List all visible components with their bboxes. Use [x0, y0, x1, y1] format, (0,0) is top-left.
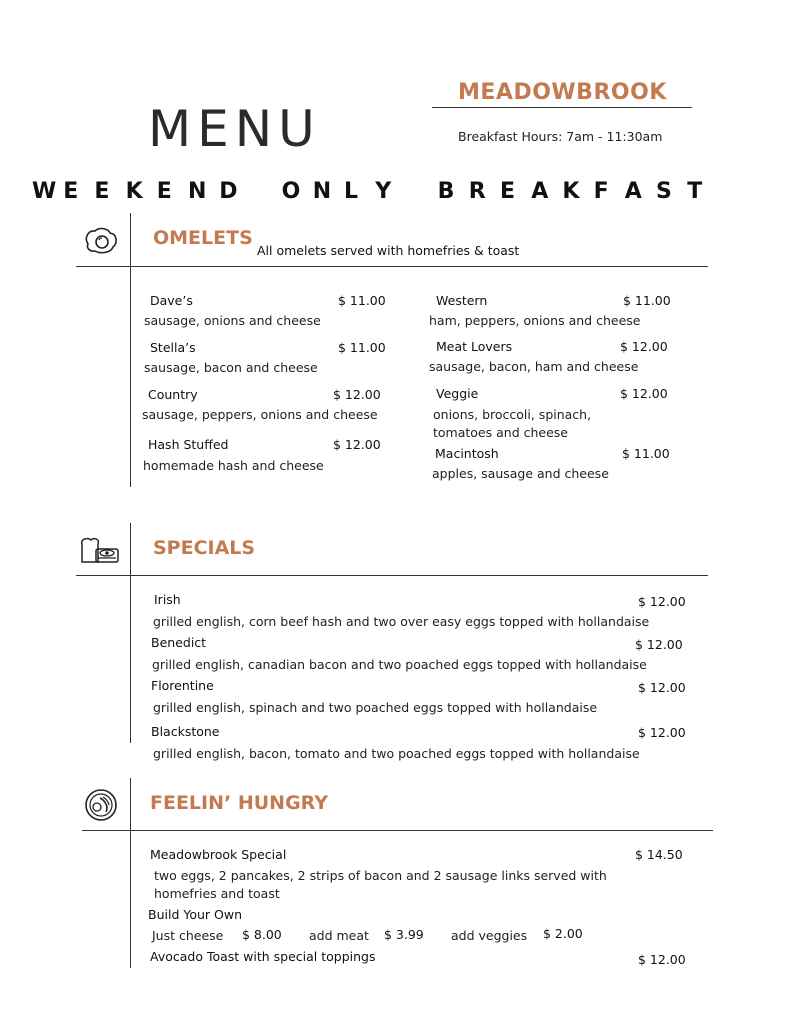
omelets-vertical-rule [130, 213, 131, 487]
menu-item-desc: sausage, onions and cheese [144, 313, 321, 328]
fried-egg-icon [82, 226, 120, 256]
toast-and-egg-icon [78, 536, 122, 568]
menu-item-desc-line2: tomatoes and cheese [433, 425, 568, 440]
menu-item-desc: onions, broccoli, spinach, [433, 407, 592, 422]
menu-item-price: $ 11.00 [623, 293, 671, 308]
menu-item-desc: homemade hash and cheese [143, 458, 324, 473]
menu-item-name: Western [436, 293, 488, 308]
menu-item-name: Veggie [436, 386, 479, 401]
add-meat-label: add meat [309, 928, 369, 943]
specials-horizontal-rule [76, 575, 708, 576]
special-item-price: $ 12.00 [638, 680, 686, 695]
brand-underline [432, 107, 692, 108]
menu-item-desc: sausage, bacon and cheese [144, 360, 318, 375]
menu-item-desc: apples, sausage and cheese [432, 466, 609, 481]
menu-item-name: Meat Lovers [436, 339, 513, 354]
specials-title: SPECIALS [153, 537, 256, 559]
special-item-desc: grilled english, bacon, tomato and two poached eggs topped with hollandaise [153, 746, 640, 761]
just-cheese-label: Just cheese [152, 928, 224, 943]
menu-item-price: $ 11.00 [622, 446, 670, 461]
special-item-desc: grilled english, canadian bacon and two poached eggs topped with hollandaise [152, 657, 647, 672]
omelets-horizontal-rule [76, 266, 708, 267]
hungry-horizontal-rule [82, 830, 713, 831]
special-item-price: $ 12.00 [635, 637, 683, 652]
menu-item-desc: sausage, peppers, onions and cheese [142, 407, 378, 422]
menu-item-name: Country [148, 387, 198, 402]
avocado-toast-name: Avocado Toast with special toppings [150, 949, 376, 964]
omelets-note: All omelets served with homefries & toast [257, 243, 520, 258]
menu-item-name: Macintosh [435, 446, 499, 461]
menu-item-price: $ 12.00 [620, 386, 668, 401]
meadowbrook-special-desc-line2: homefries and toast [154, 886, 280, 901]
menu-item-desc: sausage, bacon, ham and cheese [429, 359, 639, 374]
menu-item-price: $ 11.00 [338, 340, 386, 355]
menu-item-price: $ 11.00 [338, 293, 386, 308]
weekend-only-heading: W E E K E N D O N L Y B R E A K F A S T [32, 179, 703, 204]
add-veggies-label: add veggies [451, 928, 528, 943]
special-item-name: Irish [154, 592, 181, 607]
build-your-own-name: Build Your Own [148, 907, 242, 922]
breakfast-plate-icon [84, 788, 118, 822]
breakfast-hours: Breakfast Hours: 7am - 11:30am [458, 129, 663, 144]
special-item-price: $ 12.00 [638, 594, 686, 609]
menu-item-price: $ 12.00 [333, 437, 381, 452]
meadowbrook-special-desc: two eggs, 2 pancakes, 2 strips of bacon and 2 sausage links served with [154, 868, 607, 883]
brand-name: MEADOWBROOK [458, 80, 667, 105]
menu-item-name: Hash Stuffed [148, 437, 229, 452]
meadowbrook-special-price: $ 14.50 [635, 847, 683, 862]
hungry-title: FEELIN’ HUNGRY [150, 792, 329, 814]
just-cheese-price: $ 8.00 [242, 927, 282, 942]
meadowbrook-special-name: Meadowbrook Special [150, 847, 287, 862]
menu-title: MENU [148, 100, 321, 158]
omelets-title: OMELETS [153, 227, 253, 249]
menu-item-name: Stella’s [150, 340, 196, 355]
menu-item-price: $ 12.00 [333, 387, 381, 402]
specials-vertical-rule [130, 523, 131, 743]
special-item-desc: grilled english, corn beef hash and two over easy eggs topped with hollandaise [153, 614, 650, 629]
menu-item-name: Dave’s [150, 293, 193, 308]
menu-item-desc: ham, peppers, onions and cheese [429, 313, 641, 328]
avocado-toast-price: $ 12.00 [638, 952, 686, 967]
add-veggies-price: $ 2.00 [543, 926, 583, 941]
hungry-vertical-rule [130, 778, 131, 968]
special-item-name: Blackstone [151, 724, 220, 739]
add-meat-price: $ 3.99 [384, 927, 424, 942]
special-item-name: Florentine [151, 678, 214, 693]
special-item-name: Benedict [151, 635, 207, 650]
special-item-desc: grilled english, spinach and two poached eggs topped with hollandaise [153, 700, 598, 715]
menu-item-price: $ 12.00 [620, 339, 668, 354]
special-item-price: $ 12.00 [638, 725, 686, 740]
